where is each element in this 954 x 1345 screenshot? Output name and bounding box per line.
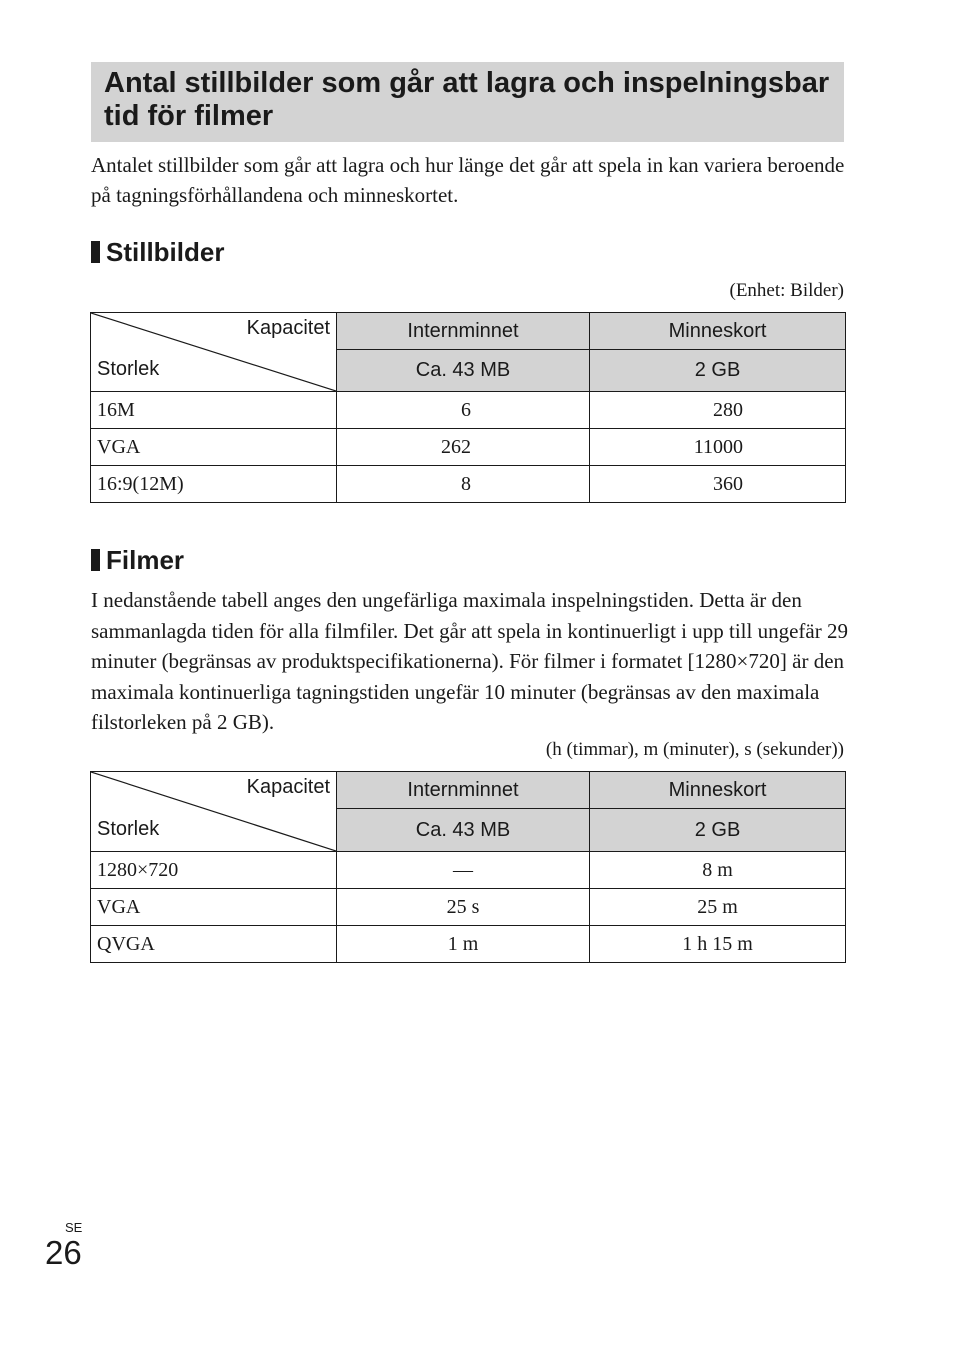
card-value: 25 m xyxy=(590,889,846,926)
table-row xyxy=(91,392,846,429)
stills-table xyxy=(90,312,846,503)
stills-header-diagonal-cell xyxy=(91,313,337,392)
title-box xyxy=(91,62,844,142)
movies-unit-note: (h (timmar), m (minuter), s (sekunder)) xyxy=(545,739,844,760)
internal-size-header: Ca. 43 MB xyxy=(337,809,590,852)
size-label: Storlek xyxy=(97,818,160,840)
heading-marker-icon xyxy=(91,549,100,571)
internal-value: 6 xyxy=(337,392,590,429)
table-row xyxy=(91,889,846,926)
card-size-header: 2 GB xyxy=(590,809,846,852)
internal-value: 8 xyxy=(337,466,590,503)
memory-card-header: Minneskort xyxy=(590,313,846,350)
internal-size-header: Ca. 43 MB xyxy=(337,350,590,392)
movies-heading-text: Filmer xyxy=(106,545,185,575)
memory-card-header: Minneskort xyxy=(590,772,846,809)
row-label: VGA xyxy=(91,889,337,926)
row-label: 16:9(12M) xyxy=(91,466,337,503)
capacity-label: Kapacitet xyxy=(246,317,330,339)
movies-header-diagonal-cell xyxy=(91,772,337,852)
card-value: 1 h 15 m xyxy=(590,926,846,963)
card-value: 8 m xyxy=(590,852,846,889)
card-value: 11000 xyxy=(590,429,846,466)
heading-marker-icon xyxy=(91,241,100,263)
stills-heading-text: Stillbilder xyxy=(106,237,225,267)
internal-value: 25 s xyxy=(337,889,590,926)
intro-paragraph: Antalet stillbilder som går att lagra och hur länge det går att spela in kan variera beroende på tagningsförhållandena och minneskortet. xyxy=(91,153,845,207)
card-value: 280 xyxy=(590,392,846,429)
capacity-label: Kapacitet xyxy=(246,776,330,798)
movies-table xyxy=(90,771,846,963)
page-number: 26 xyxy=(45,1234,82,1271)
card-value: 360 xyxy=(590,466,846,503)
internal-value: 262 xyxy=(337,429,590,466)
row-label: 16M xyxy=(91,392,337,429)
table-row xyxy=(91,429,846,466)
page-language-code: SE xyxy=(65,1220,83,1235)
internal-memory-header: Internminnet xyxy=(337,313,590,350)
table-row xyxy=(91,466,846,503)
stills-unit-note: (Enhet: Bilder) xyxy=(729,280,844,301)
stills-heading xyxy=(91,237,224,267)
table-row xyxy=(91,926,846,963)
size-label: Storlek xyxy=(97,358,160,380)
page-title: Antal stillbilder som går att lagra och inspelningsbar tid för filmer xyxy=(104,67,830,132)
row-label: QVGA xyxy=(91,926,337,963)
movies-paragraph: I nedanstående tabell anges den ungefärliga maximala inspelningstiden. Detta är den sammanlagda tiden för alla filmfiler. Det går att spela in kontinuerligt i upp till ungefär 29 minuter (begränsas av produktspecifikationerna). För filmer i formatet [1280×720] är den maximala kontinuerliga tagningstiden ungefär 10 minuter (begränsas av den maximala filstorleken på 2 GB). xyxy=(91,588,848,734)
card-size-header: 2 GB xyxy=(590,350,846,392)
row-label: VGA xyxy=(91,429,337,466)
row-label: 1280×720 xyxy=(91,852,337,889)
internal-memory-header: Internminnet xyxy=(337,772,590,809)
table-row xyxy=(91,852,846,889)
internal-value: — xyxy=(337,852,590,889)
movies-heading xyxy=(91,545,184,575)
internal-value: 1 m xyxy=(337,926,590,963)
